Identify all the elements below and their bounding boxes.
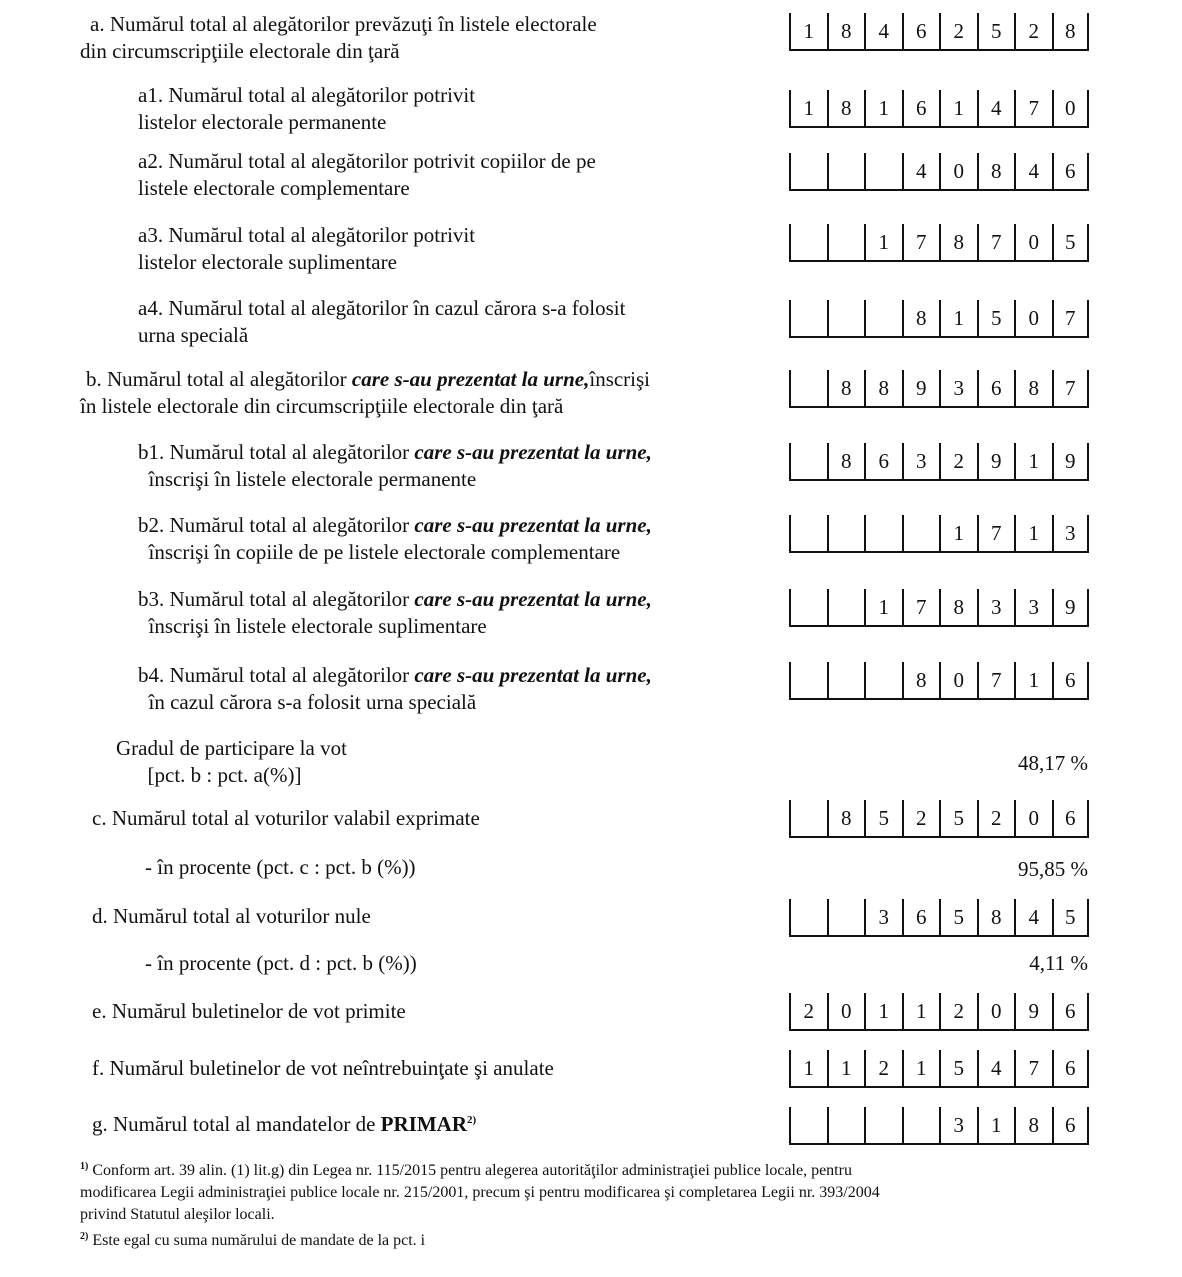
digit-box xyxy=(789,899,827,937)
digit-box xyxy=(789,589,827,627)
digit-box: 5 xyxy=(977,13,1015,51)
digit-box: 6 xyxy=(1052,1050,1090,1088)
digit-box: 8 xyxy=(827,370,865,408)
digit-boxes-b4 xyxy=(789,662,1089,700)
label-c xyxy=(92,805,480,832)
digit-box xyxy=(827,589,865,627)
label-e xyxy=(92,998,406,1025)
digit-box: 8 xyxy=(939,589,977,627)
label-d-line1: d. Numărul total al voturilor nule xyxy=(92,904,371,928)
digit-boxes-a2 xyxy=(789,153,1089,191)
label-b4-line1 xyxy=(138,662,652,689)
digit-box: 6 xyxy=(1052,1107,1090,1145)
label-e-line1: e. Numărul buletinelor de vot primite xyxy=(92,999,406,1023)
digit-box: 5 xyxy=(1052,899,1090,937)
c-percent-value: 95,85 % xyxy=(1018,857,1088,881)
label-b4-emphasis: care s-au prezentat la urne, xyxy=(414,663,652,687)
label-g-footnote-mark: 2) xyxy=(467,1114,477,1126)
label-a3 xyxy=(138,222,475,276)
digit-boxes-g xyxy=(789,1107,1089,1145)
label-g-line1 xyxy=(92,1111,476,1138)
digit-box xyxy=(827,515,865,553)
footnote-2-mark: 2) xyxy=(80,1231,89,1242)
label-a xyxy=(80,11,597,65)
label-f-line1: f. Numărul buletinelor de vot neîntrebuinţate şi anulate xyxy=(92,1056,554,1080)
digit-box: 2 xyxy=(1014,13,1052,51)
label-a-line1: a. Numărul total al alegătorilor prevăzuţi în listele electorale xyxy=(90,12,597,36)
label-b2-text: b2. Numărul total al alegătorilor xyxy=(138,513,415,537)
label-a4-line1: a4. Numărul total al alegătorilor în cazul cărora s-a folosit xyxy=(138,296,626,320)
label-a-line2: din circumscripţiile electorale din ţară xyxy=(80,39,400,63)
digit-box: 4 xyxy=(864,13,902,51)
digit-box xyxy=(864,300,902,338)
digit-box: 1 xyxy=(939,300,977,338)
digit-box: 7 xyxy=(977,515,1015,553)
footnote-1-line2: modificarea Legii administraţiei publice locale nr. 215/2001, precum şi pentru modificarea şi completarea Legii nr. 393/2004 xyxy=(80,1184,880,1201)
digit-boxes-c xyxy=(789,800,1089,838)
digit-box: 1 xyxy=(789,1050,827,1088)
label-f xyxy=(92,1055,554,1082)
label-b2 xyxy=(138,512,652,566)
label-b3-emphasis: care s-au prezentat la urne, xyxy=(414,587,652,611)
digit-box: 0 xyxy=(939,153,977,191)
digit-box: 4 xyxy=(902,153,940,191)
label-b-emphasis: care s-au prezentat la urne, xyxy=(351,367,590,391)
digit-box xyxy=(827,1107,865,1145)
d-percent-value: 4,11 % xyxy=(1029,951,1088,975)
label-a4 xyxy=(138,295,625,349)
digit-box xyxy=(789,1107,827,1145)
digit-box: 1 xyxy=(977,1107,1015,1145)
digit-box xyxy=(789,443,827,481)
label-b-text: b. Numărul total al alegătorilor xyxy=(86,367,352,391)
digit-box xyxy=(864,662,902,700)
digit-box: 5 xyxy=(939,800,977,838)
label-a2-line1: a2. Numărul total al alegătorilor potrivit copiilor de pe xyxy=(138,149,596,173)
label-a2 xyxy=(138,148,596,202)
label-b-line2: în listele electorale din circumscripţiile electorale din ţară xyxy=(80,394,564,418)
digit-box xyxy=(789,370,827,408)
digit-box: 2 xyxy=(939,993,977,1031)
digit-box: 3 xyxy=(939,370,977,408)
digit-box: 2 xyxy=(864,1050,902,1088)
label-g xyxy=(92,1111,476,1138)
digit-box xyxy=(902,515,940,553)
digit-box: 8 xyxy=(864,370,902,408)
digit-box: 8 xyxy=(827,800,865,838)
label-b1-line1 xyxy=(138,439,652,466)
digit-box: 1 xyxy=(864,993,902,1031)
label-b4-text: b4. Numărul total al alegătorilor xyxy=(138,663,415,687)
digit-box: 8 xyxy=(902,662,940,700)
label-a1-line1: a1. Numărul total al alegătorilor potrivit xyxy=(138,83,476,107)
digit-boxes-a xyxy=(789,13,1089,51)
digit-boxes-f xyxy=(789,1050,1089,1088)
digit-box: 7 xyxy=(977,662,1015,700)
label-b4-line2: în cazul cărora s-a folosit urna specială xyxy=(138,690,477,714)
digit-box xyxy=(864,515,902,553)
label-c-line1: c. Numărul total al voturilor valabil exprimate xyxy=(92,806,480,830)
digit-box: 5 xyxy=(977,300,1015,338)
digit-box xyxy=(789,300,827,338)
digit-box: 6 xyxy=(1052,800,1090,838)
digit-box: 8 xyxy=(827,13,865,51)
label-d xyxy=(92,903,371,930)
label-participation-line1: Gradul de participare la vot xyxy=(116,736,347,760)
digit-box: 8 xyxy=(939,224,977,262)
label-a1 xyxy=(138,82,475,136)
label-participation-line2: [pct. b : pct. a(%)] xyxy=(116,763,302,787)
digit-box: 2 xyxy=(939,443,977,481)
digit-box xyxy=(902,1107,940,1145)
digit-box xyxy=(789,153,827,191)
digit-box: 2 xyxy=(902,800,940,838)
digit-boxes-b3 xyxy=(789,589,1089,627)
label-b2-emphasis: care s-au prezentat la urne, xyxy=(414,513,652,537)
digit-box: 3 xyxy=(864,899,902,937)
digit-box: 9 xyxy=(1014,993,1052,1031)
digit-box: 3 xyxy=(977,589,1015,627)
digit-box: 4 xyxy=(977,1050,1015,1088)
digit-box: 1 xyxy=(789,90,827,128)
digit-box: 2 xyxy=(789,993,827,1031)
digit-box: 8 xyxy=(1052,13,1090,51)
digit-box: 7 xyxy=(902,589,940,627)
digit-box: 0 xyxy=(1052,90,1090,128)
digit-box: 0 xyxy=(1014,800,1052,838)
digit-box xyxy=(789,224,827,262)
digit-box: 0 xyxy=(977,993,1015,1031)
digit-box: 1 xyxy=(939,90,977,128)
digit-box: 1 xyxy=(939,515,977,553)
digit-box: 6 xyxy=(902,899,940,937)
label-b3-line2: înscrişi în listele electorale suplimentare xyxy=(138,614,487,638)
digit-box: 1 xyxy=(1014,662,1052,700)
label-a4-line2: urna specială xyxy=(138,323,249,347)
digit-box xyxy=(827,300,865,338)
label-g-bold: PRIMAR xyxy=(380,1112,467,1136)
digit-box: 8 xyxy=(827,90,865,128)
label-b2-line2: înscrişi în copiile de pe listele electorale complementare xyxy=(138,540,621,564)
label-b1 xyxy=(138,439,652,493)
footnote-1-line3: privind Statutul aleşilor locali. xyxy=(80,1206,275,1223)
digit-box: 3 xyxy=(939,1107,977,1145)
digit-box: 8 xyxy=(1014,1107,1052,1145)
digit-box: 1 xyxy=(1014,515,1052,553)
digit-box: 4 xyxy=(1014,153,1052,191)
label-a3-line2: listelor electorale suplimentare xyxy=(138,250,397,274)
label-b4 xyxy=(138,662,652,716)
digit-boxes-d xyxy=(789,899,1089,937)
label-b1-line2: înscrişi în listele electorale permanente xyxy=(138,467,477,491)
digit-box: 5 xyxy=(939,899,977,937)
digit-box: 4 xyxy=(1014,899,1052,937)
digit-box: 4 xyxy=(977,90,1015,128)
digit-box: 3 xyxy=(1052,515,1090,553)
label-d-percent: - în procente (pct. d : pct. b (%)) xyxy=(145,951,417,975)
digit-box: 1 xyxy=(827,1050,865,1088)
digit-box xyxy=(789,515,827,553)
digit-box: 6 xyxy=(1052,662,1090,700)
footnote-2 xyxy=(80,1230,1090,1252)
label-b xyxy=(80,366,650,420)
digit-box: 8 xyxy=(827,443,865,481)
digit-box: 1 xyxy=(864,589,902,627)
footnote-1-text: Conform art. 39 alin. (1) lit.g) din Legea nr. 115/2015 pentru alegerea autorităţilor administraţiei publice locale, pentru xyxy=(88,1162,852,1179)
label-participation xyxy=(116,735,347,789)
digit-box: 6 xyxy=(977,370,1015,408)
digit-boxes-b xyxy=(789,370,1089,408)
footnotes xyxy=(80,1160,1090,1252)
digit-boxes-e xyxy=(789,993,1089,1031)
digit-box: 5 xyxy=(864,800,902,838)
footnote-2-text: Este egal cu suma numărului de mandate de la pct. i xyxy=(88,1232,426,1249)
digit-box: 7 xyxy=(902,224,940,262)
label-b1-text: b1. Numărul total al alegătorilor xyxy=(138,440,415,464)
digit-box: 8 xyxy=(977,153,1015,191)
digit-box: 0 xyxy=(939,662,977,700)
digit-box: 6 xyxy=(902,13,940,51)
digit-box: 1 xyxy=(864,224,902,262)
digit-box: 9 xyxy=(1052,443,1090,481)
digit-box: 9 xyxy=(1052,589,1090,627)
label-a1-line2: listelor electorale permanente xyxy=(138,110,387,134)
digit-box: 8 xyxy=(902,300,940,338)
digit-box: 3 xyxy=(902,443,940,481)
label-c-percent: - în procente (pct. c : pct. b (%)) xyxy=(145,855,416,879)
digit-box: 6 xyxy=(864,443,902,481)
label-b1-emphasis: care s-au prezentat la urne, xyxy=(414,440,652,464)
label-b3-line1 xyxy=(138,586,652,613)
label-b3-text: b3. Numărul total al alegătorilor xyxy=(138,587,415,611)
digit-boxes-a3 xyxy=(789,224,1089,262)
footnote-1-line1 xyxy=(80,1160,1090,1182)
digit-box: 9 xyxy=(902,370,940,408)
label-a3-line1: a3. Numărul total al alegătorilor potrivit xyxy=(138,223,476,247)
label-b-line1 xyxy=(80,366,650,393)
digit-boxes-a4 xyxy=(789,300,1089,338)
digit-box: 3 xyxy=(1014,589,1052,627)
digit-box xyxy=(789,800,827,838)
label-b-text-end: înscrişi xyxy=(589,367,651,391)
digit-box: 7 xyxy=(1014,90,1052,128)
digit-box: 5 xyxy=(939,1050,977,1088)
digit-box: 7 xyxy=(977,224,1015,262)
digit-boxes-a1 xyxy=(789,90,1089,128)
digit-box: 6 xyxy=(1052,993,1090,1031)
digit-box: 7 xyxy=(1052,370,1090,408)
digit-box: 6 xyxy=(1052,153,1090,191)
digit-boxes-b2 xyxy=(789,515,1089,553)
digit-box: 1 xyxy=(902,993,940,1031)
digit-box: 8 xyxy=(977,899,1015,937)
label-a2-line2: listele electorale complementare xyxy=(138,176,410,200)
digit-box xyxy=(864,153,902,191)
digit-boxes-b1 xyxy=(789,443,1089,481)
digit-box xyxy=(789,662,827,700)
digit-box xyxy=(827,224,865,262)
digit-box: 1 xyxy=(1014,443,1052,481)
label-g-text: g. Numărul total al mandatelor de xyxy=(92,1112,381,1136)
digit-box: 1 xyxy=(789,13,827,51)
footnote-1-mark: 1) xyxy=(80,1161,89,1172)
digit-box xyxy=(864,1107,902,1145)
digit-box xyxy=(827,662,865,700)
digit-box: 8 xyxy=(1014,370,1052,408)
digit-box xyxy=(827,153,865,191)
digit-box: 9 xyxy=(977,443,1015,481)
digit-box: 7 xyxy=(1014,1050,1052,1088)
digit-box xyxy=(827,899,865,937)
digit-box: 2 xyxy=(939,13,977,51)
digit-box: 0 xyxy=(1014,224,1052,262)
label-b2-line1 xyxy=(138,512,652,539)
digit-box: 1 xyxy=(864,90,902,128)
digit-box: 0 xyxy=(827,993,865,1031)
digit-box: 5 xyxy=(1052,224,1090,262)
digit-box: 7 xyxy=(1052,300,1090,338)
digit-box: 0 xyxy=(1014,300,1052,338)
digit-box: 2 xyxy=(977,800,1015,838)
digit-box: 6 xyxy=(902,90,940,128)
digit-box: 1 xyxy=(902,1050,940,1088)
label-b3 xyxy=(138,586,652,640)
participation-percent: 48,17 % xyxy=(1018,751,1088,775)
